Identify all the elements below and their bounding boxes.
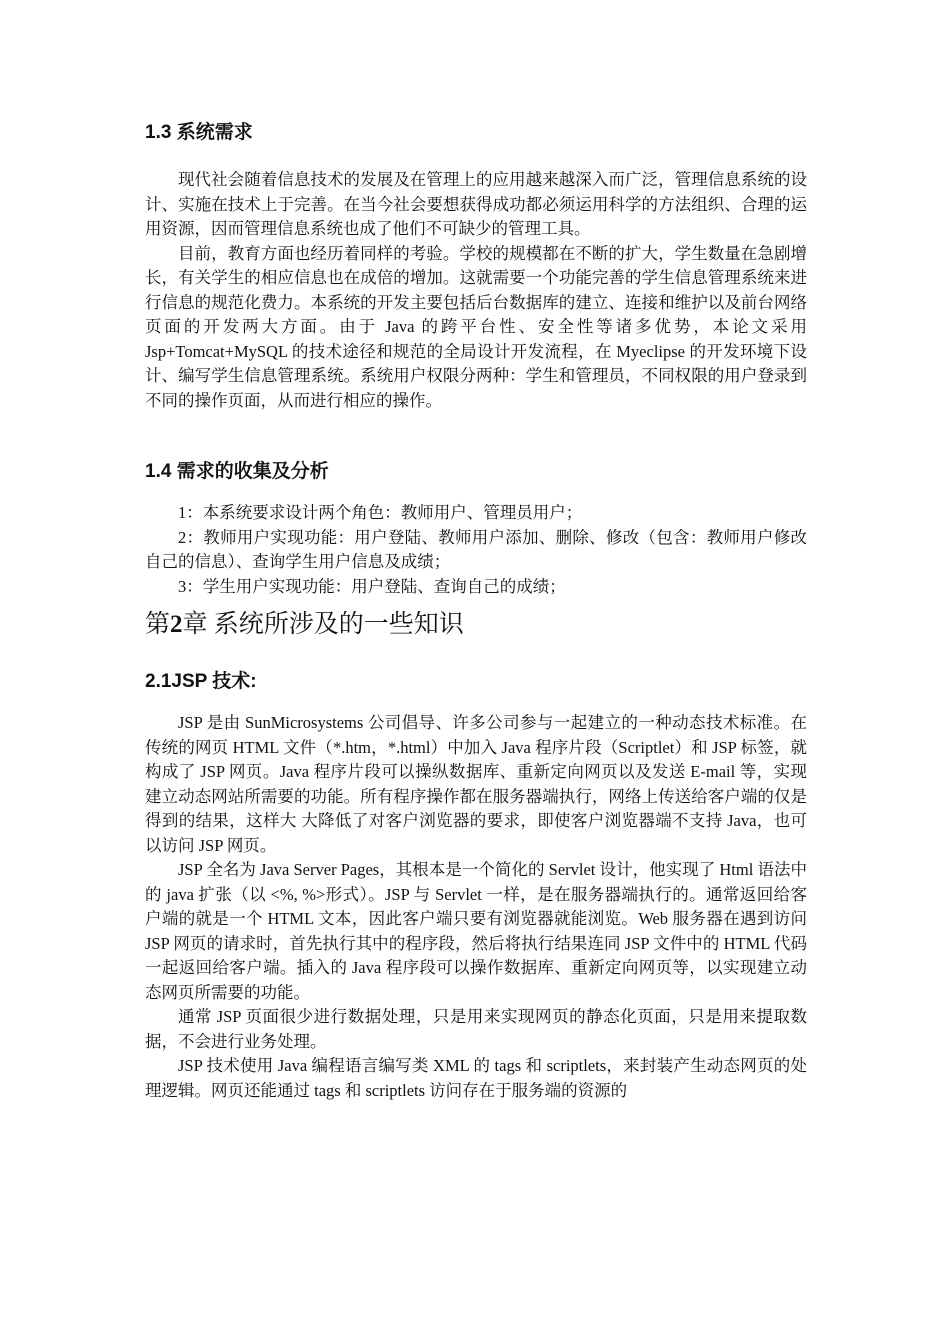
document-body — [145, 118, 807, 1103]
list-item: 2：教师用户实现功能：用户登陆、教师用户添加、删除、修改（包含：教师用户修改自己的信息）、查询学生用户信息及成绩； — [145, 527, 807, 571]
chapter-number: 2 — [170, 611, 183, 638]
paragraph: 现代社会随着信息技术的发展及在管理上的应用越来越深入而广泛，管理信息系统的设计、实施在技术上于完善。在当今社会要想获得成功都必须运用科学的方法组织、合理的运用资源，因而管理信息系统也成了他们不可缺少的管理工具。 — [145, 170, 807, 238]
paragraph: JSP 技术使用 Java 编程语言编写类 XML 的 tags 和 scriptlets，来封装产生动态网页的处理逻辑。网页还能通过 tags 和 scriptlets 访问存在于服务端的资源的 — [145, 1056, 807, 1100]
list-item: 1：本系统要求设计两个角色：教师用户、管理员用户； — [178, 503, 583, 522]
paragraph: JSP 全名为 Java Server Pages，其根本是一个简化的 Servlet 设计，他实现了 Html 语法中的 java 扩张（以 <%, %>形式）。JSP 与 Servlet 一样，是在服务器端执行的。通常返回给客户端的就是一个 HTML 文本，因此客户端只要有浏览器就能浏览。Web 服务器在遇到访问 JSP 网页的请求时，首先执行其中的程序段，然后将执行结果连同 JSP 文件中的 HTML 代码一起返回给客户端。插入的 Java 程序段可以操作数据库、重新定向网页等，以实现建立动态网页所需要的功能。 — [145, 860, 807, 1002]
paragraph: JSP 是由 SunMicrosystems 公司倡导、许多公司参与一起建立的一种动态技术标准。在传统的网页 HTML 文件（*.htm，*.html）中加入 Java 程序片段（Scriptlet）和 JSP 标签，就构成了 JSP 网页。Java 程序片段可以操纵数据库、重新定向网页以及发送 E-mail 等，实现建立动态网站所需要的功能。所有程序操作都在服务器端执行，网络上传送给客户端的仅是得到的结果，这样大 大降低了对客户浏览器的要求，即使客户浏览器端不支持 Java，也可以访问 JSP 网页。 — [145, 713, 807, 855]
list-item: 3：学生用户实现功能：用户登陆、查询自己的成绩； — [178, 576, 566, 596]
chapter-title: 章 系统所涉及的一些知识 — [182, 611, 464, 638]
section-heading-1-3: 1.3 系统需求 — [145, 122, 253, 143]
section-heading-1-4: 1.4 需求的收集及分析 — [145, 461, 329, 482]
chapter-prefix: 第 — [145, 611, 171, 638]
section-heading-2-1: 2.1JSP 技术: — [145, 671, 257, 692]
paragraph: 目前，教育方面也经历着同样的考验。学校的规模都在不断的扩大，学生数量在急剧增长，有关学生的相应信息也在成倍的增加。这就需要一个功能完善的学生信息管理系统来进行信息的规范化费力。本系统的开发主要包括后台数据库的建立、连接和维护以及前台网络页面的开发两大方面。由于 Java 的跨平台性、安全性等诸多优势，本论文采用 Jsp+Tomcat+MySQL 的技术途径和规范的全局设计开发流程，在 Myeclipse 的开发环境下设计、编写学生信息管理系统。系统用户权限分两种：学生和管理员，不同权限的用户登录到不同的操作页面，从而进行相应的操作。 — [145, 243, 807, 410]
chapter-heading — [145, 605, 807, 645]
paragraph: 通常 JSP 页面很少进行数据处理，只是用来实现网页的静态化页面，只是用来提取数据，不会进行业务处理。 — [145, 1007, 807, 1051]
